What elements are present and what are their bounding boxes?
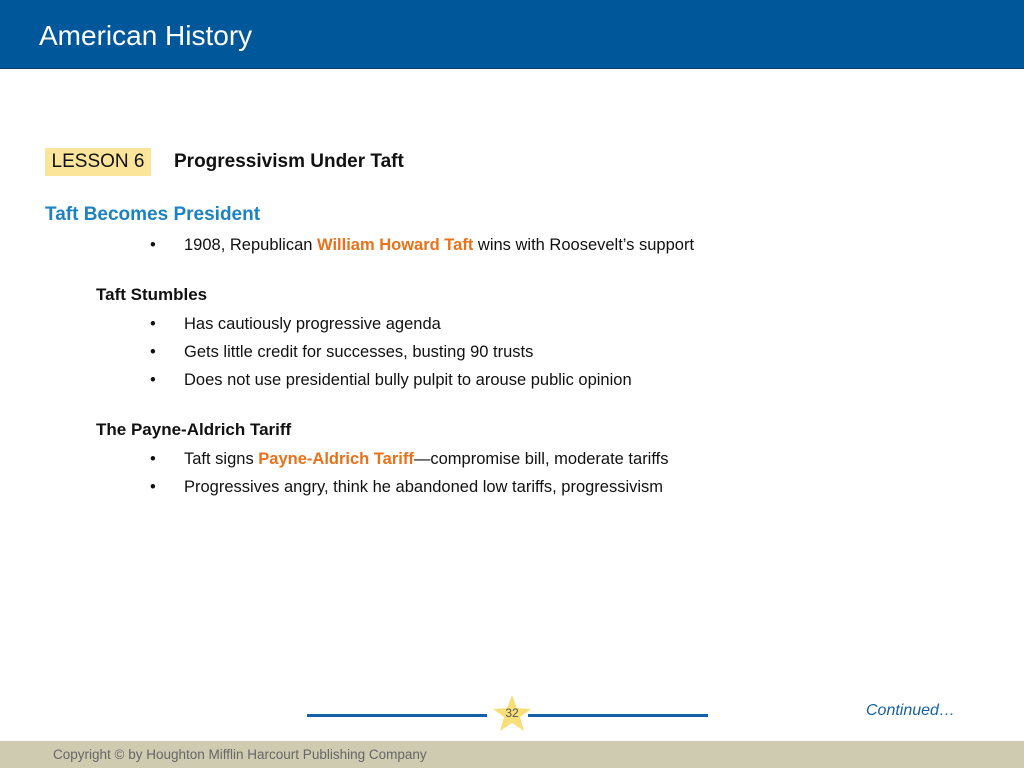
bullet-icon: •: [150, 343, 156, 361]
bullet-icon: •: [150, 371, 156, 389]
bullet-text: 1908, Republican William Howard Taft wins with Roosevelt’s support: [184, 236, 695, 254]
footer-bar: [0, 741, 1024, 768]
bullet-text: Does not use presidential bully pulpit to arouse public opinion: [184, 371, 632, 389]
subsection-heading: The Payne-Aldrich Tariff: [96, 420, 292, 439]
bullet-text: Has cautiously progressive agenda: [184, 315, 441, 333]
page-number: 32: [505, 706, 519, 720]
bullet-icon: •: [150, 236, 156, 254]
header-title: American History: [39, 20, 253, 51]
section-heading: Taft Becomes President: [45, 204, 261, 225]
footer-divider-left: [307, 714, 487, 717]
bullet-text: Taft signs Payne-Aldrich Tariff—compromise bill, moderate tariffs: [184, 450, 669, 468]
bullet-icon: •: [150, 315, 156, 333]
lesson-title: Progressivism Under Taft: [174, 151, 404, 172]
highlight-term: William Howard Taft: [317, 236, 474, 254]
bullet-text: Gets little credit for successes, busting 90 trusts: [184, 343, 534, 361]
slide-header: [0, 0, 1024, 69]
highlight-term: Payne-Aldrich Tariff: [258, 450, 414, 468]
bullet-text: Progressives angry, think he abandoned low tariffs, progressivism: [184, 478, 664, 496]
bullet-icon: •: [150, 478, 156, 496]
lesson-badge: LESSON 6: [45, 148, 151, 176]
footer-divider-right: [528, 714, 708, 717]
copyright-text: Copyright © by Houghton Mifflin Harcourt Publishing Company: [53, 747, 427, 762]
subsection-heading: Taft Stumbles: [96, 285, 208, 304]
bullet-icon: •: [150, 450, 156, 468]
continued-label: Continued…: [866, 702, 955, 719]
